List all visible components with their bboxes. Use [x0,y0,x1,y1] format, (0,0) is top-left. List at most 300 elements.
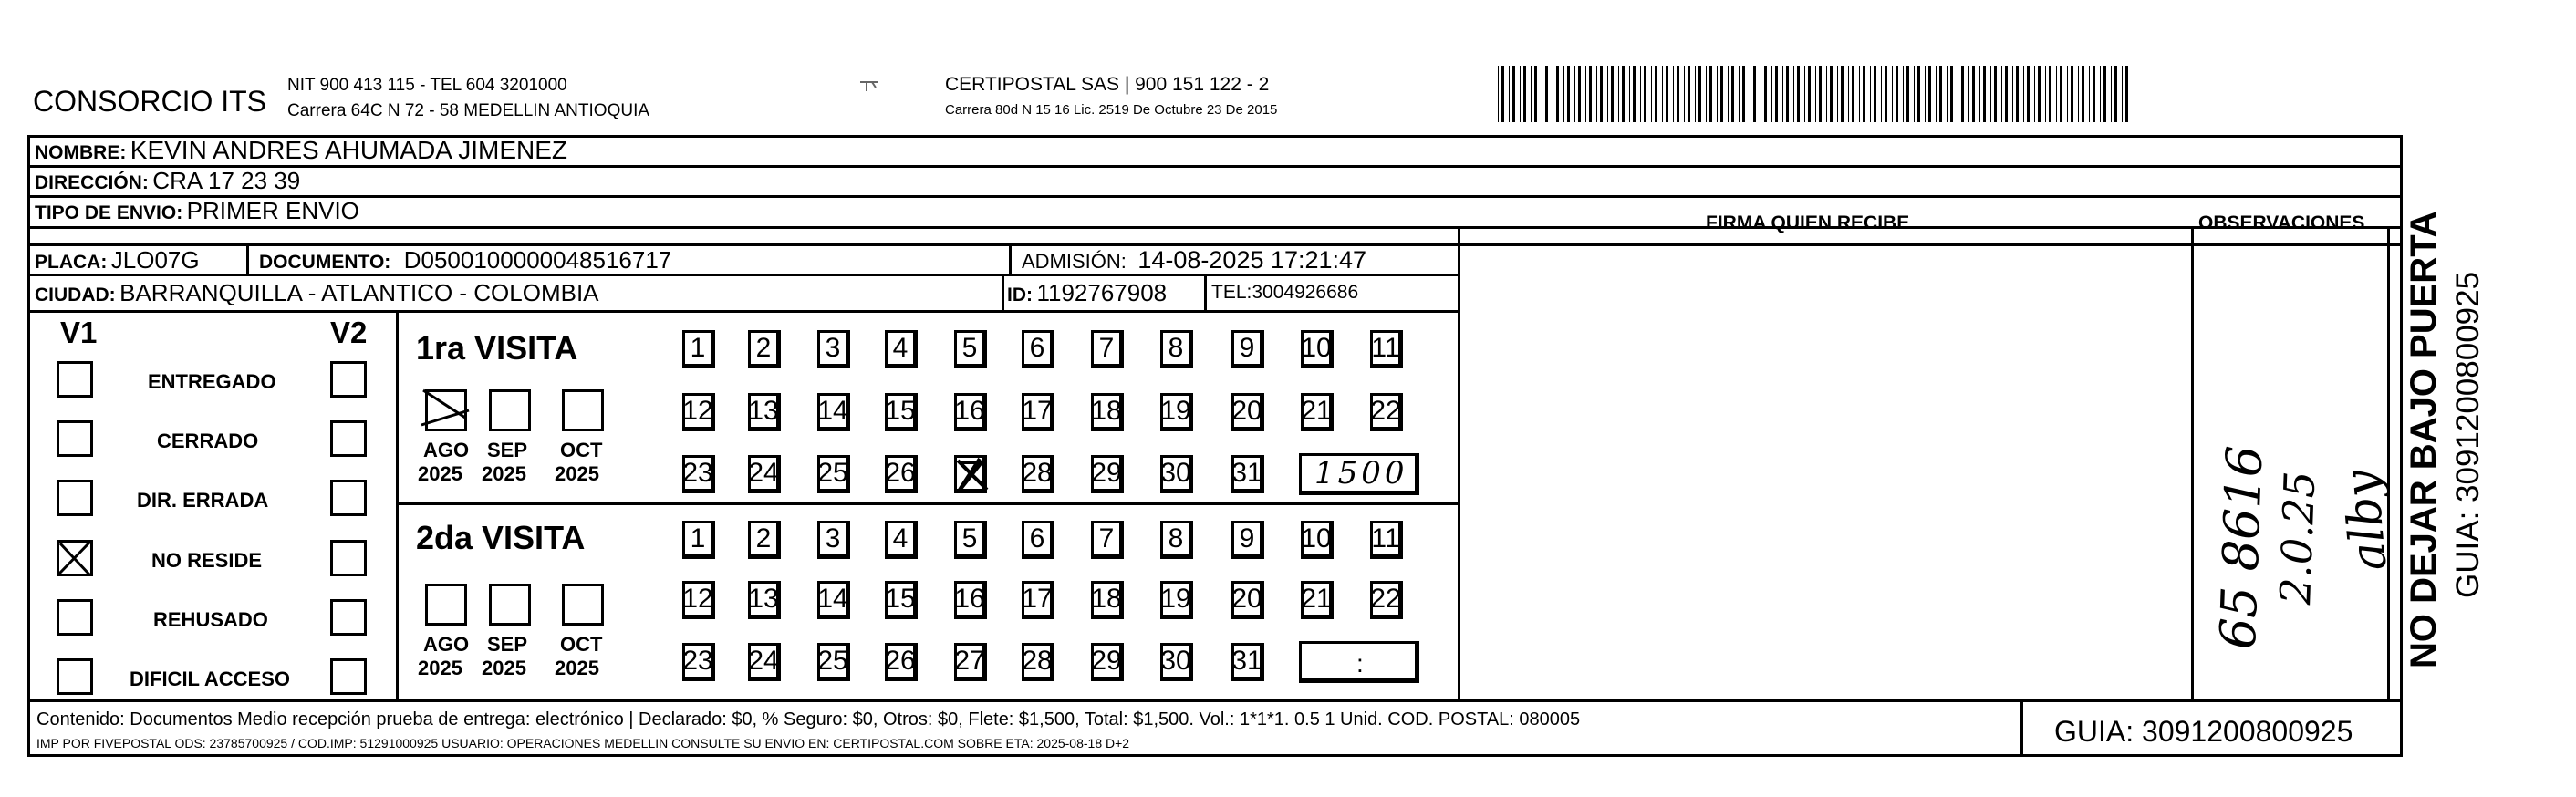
month-label: SEP [487,633,528,656]
day-box[interactable] [748,330,781,368]
barcode-bar [1764,66,1767,122]
day-box[interactable] [954,581,987,619]
handwriting-line-2: 2.0.25 [2270,470,2325,606]
v2-checkbox[interactable] [330,361,367,398]
row-divider [1458,243,2403,246]
barcode-bar [2071,66,2073,122]
barcode-bar [1695,66,1696,122]
month-checkbox[interactable] [562,584,604,626]
day-box[interactable] [1022,455,1054,493]
barcode-bar [2027,66,2030,122]
barcode-bar [1563,66,1564,122]
col-divider [1204,274,1207,310]
side-guia: GUIA: 3091200800925 [2450,271,2486,598]
barcode-bar [1852,66,1854,122]
barcode-bar [1961,66,1964,122]
placa-label: PLACA: [35,252,108,273]
month-checkbox[interactable] [489,584,531,626]
day-box[interactable] [1231,455,1264,493]
barcode-bar [1622,66,1625,122]
col-divider [1458,226,1460,700]
day-box[interactable] [1301,393,1334,431]
day-box[interactable] [1231,643,1264,681]
day-number: 24 [748,646,779,676]
barcode-bar [2111,66,2112,122]
barcode-bar [2114,66,2117,122]
barcode-bar [1863,66,1865,122]
barcode-bar [2125,66,2128,122]
day-box[interactable] [1370,581,1403,619]
barcode-bar [1947,66,1948,122]
day-box[interactable] [885,521,918,559]
barcode-bar [1874,66,1876,122]
barcode-bar [1742,66,1745,122]
day-box[interactable] [1160,521,1193,559]
day-box[interactable] [817,643,850,681]
second-visit-time: : [1356,649,1364,678]
v1-checkbox[interactable] [57,480,93,516]
barcode-bar [1655,66,1657,122]
barcode-bar [1684,66,1685,122]
second-visit-title: 2da VISITA [416,519,586,556]
day-number: 5 [961,333,978,363]
barcode-bar [1731,66,1734,122]
day-number: 21 [1301,396,1332,426]
day-box[interactable] [954,521,987,559]
barcode-bar [1651,66,1652,122]
id-value: 1192767908 [1036,279,1168,306]
col-divider [1002,274,1004,310]
barcode-bar [1786,66,1789,122]
observaciones-header: OBSERVACIONES [2198,212,2365,233]
day-number: 11 [1371,333,1400,363]
day-box[interactable] [748,393,781,431]
month-label: OCT [560,633,603,656]
v1-header: V1 [60,316,98,349]
day-number: 10 [1301,333,1332,363]
day-number: 3 [825,523,841,554]
check-mark-icon [418,383,473,432]
day-box[interactable] [1091,330,1124,368]
barcode-bar [1618,66,1619,122]
day-box[interactable] [885,330,918,368]
day-box[interactable] [1301,521,1334,559]
day-number: 16 [954,396,985,426]
day-box[interactable] [1091,393,1124,431]
barcode-bar [1739,66,1740,122]
month-checkbox[interactable] [425,584,467,626]
barcode-bar [1753,66,1756,122]
day-number: 29 [1091,458,1122,488]
day-number: 9 [1239,333,1255,363]
barcode-bar [1644,66,1646,122]
day-box[interactable] [1160,330,1193,368]
barcode-bar [1709,66,1712,122]
barcode-bar [1607,66,1608,122]
tel-label: TEL: [1211,282,1252,303]
barcode-bar [1936,66,1937,122]
company-nit: NIT 900 413 115 - TEL 604 3201000 [287,76,567,95]
company-name: CONSORCIO ITS [33,85,267,118]
barcode-bar [2049,66,2051,122]
day-box[interactable] [885,643,918,681]
barcode-bar [1896,66,1898,122]
barcode-bar [1600,66,1603,122]
day-number: 3 [825,333,841,363]
day-number: 22 [1370,584,1401,614]
barcode-bar [1512,66,1515,122]
day-number: 19 [1160,584,1191,614]
barcode-bar [1556,66,1559,122]
barcode-bar [2005,66,2008,122]
day-box[interactable] [885,393,918,431]
barcode-bar [1589,66,1592,122]
day-number: 26 [885,458,916,488]
month-label: SEP [487,439,528,461]
year-label: 2025 [555,657,599,679]
day-number: 10 [1301,523,1332,554]
day-box[interactable] [1022,521,1054,559]
crossed-day-27-icon [954,453,991,495]
footer-guia: GUIA: 3091200800925 [2054,715,2353,748]
day-number: 20 [1231,396,1262,426]
barcode-bar [2093,66,2095,122]
day-box[interactable] [1022,330,1054,368]
barcode-bar [1775,66,1778,122]
day-number: 7 [1098,523,1115,554]
observaciones-handwriting [2207,301,2398,684]
barcode-bar [2034,66,2035,122]
day-number: 1 [690,523,706,554]
barcode-bar [1859,66,1860,122]
ciudad-label: CIUDAD: [35,285,116,305]
day-box[interactable] [954,393,987,431]
barcode-bar [1523,66,1526,122]
barcode-bar [2023,66,2024,122]
day-number: 4 [892,333,909,363]
day-number: 19 [1160,396,1191,426]
barcode-bar [1520,66,1521,122]
day-number: 29 [1091,646,1122,676]
day-box[interactable] [817,581,850,619]
barcode-bar [1928,66,1931,122]
day-box[interactable] [817,330,850,368]
barcode-bar [1698,66,1701,122]
tipo-label: TIPO DE ENVIO: [35,202,183,223]
admision-label: ADMISIÓN: [1022,250,1127,273]
day-box[interactable] [748,521,781,559]
barcode-bar [1830,66,1833,122]
status-label: NO RESIDE [151,549,263,572]
day-number: 7 [1098,333,1115,363]
check-mark-icon [57,540,93,576]
year-label: 2025 [418,462,462,485]
v2-checkbox[interactable] [330,480,367,516]
barcode-bar [1914,66,1915,122]
v1-checkbox[interactable] [57,361,93,398]
month-label: OCT [560,439,603,461]
day-number: 17 [1022,584,1053,614]
day-number: 4 [892,523,909,554]
barcode-bar [1596,66,1597,122]
barcode-bar [2016,66,2019,122]
barcode-bar [1531,66,1532,122]
v1-checkbox[interactable] [57,420,93,457]
barcode-bar [1906,66,1909,122]
barcode-bar [1771,66,1772,122]
id-cell [1007,281,1167,305]
day-number: 30 [1160,646,1191,676]
barcode-bar [1793,66,1794,122]
day-box[interactable] [817,393,850,431]
barcode-bar [2001,66,2002,122]
barcode-bar [1819,66,1822,122]
barcode-bar [2045,66,2046,122]
barcode-bar [1498,66,1499,122]
day-number: 22 [1370,396,1401,426]
col-divider [396,310,399,700]
barcode-bar [2078,66,2079,122]
day-box[interactable] [1160,455,1193,493]
status-label: DIR. ERRADA [137,489,269,512]
v2-checkbox[interactable] [330,540,367,576]
day-box[interactable] [682,521,715,559]
day-number: 27 [954,646,985,676]
day-box[interactable] [954,330,987,368]
day-number: 20 [1231,584,1262,614]
barcode-bar [1804,66,1805,122]
barcode-bar [1585,66,1586,122]
barcode-bar [1611,66,1614,122]
day-box[interactable] [885,581,918,619]
day-box[interactable] [1370,330,1403,368]
first-visit-time: 1500 [1314,455,1408,492]
barcode-bar [1939,66,1942,122]
row-divider [27,165,2403,168]
barcode-bar [2122,66,2123,122]
barcode-bar [1509,66,1510,122]
handwriting-line-3: alby [2334,468,2398,574]
barcode-bar [1545,66,1548,122]
day-number: 15 [885,396,916,426]
id-label: ID: [1007,285,1033,305]
barcode-bar [1720,66,1723,122]
day-box[interactable] [682,643,715,681]
barcode-bar [2038,66,2041,122]
day-box[interactable] [1091,455,1124,493]
day-box[interactable] [682,393,715,431]
year-label: 2025 [418,657,462,679]
day-box[interactable] [1370,521,1403,559]
day-number: 6 [1029,333,1045,363]
barcode-bar [1972,66,1975,122]
day-box[interactable] [682,581,715,619]
admision-value: 14-08-2025 17:21:47 [1137,246,1367,274]
documento-value: D0500100000048516717 [403,246,672,274]
status-label: CERRADO [157,430,259,452]
day-number: 16 [954,584,985,614]
barcode-bar [1574,66,1575,122]
barcode-bar [1979,66,1980,122]
barcode-bar [1782,66,1783,122]
day-box[interactable] [885,455,918,493]
admision-cell [1022,248,1366,273]
tipo-row [35,199,359,223]
status-label: REHUSADO [153,608,268,631]
day-number: 28 [1022,646,1053,676]
day-number: 31 [1231,646,1262,676]
day-number: 26 [885,646,916,676]
day-number: 24 [748,458,779,488]
row-divider [27,226,2403,229]
day-box[interactable] [1301,581,1334,619]
barcode-bar [1640,66,1641,122]
day-box[interactable] [1160,393,1193,431]
day-box[interactable] [1160,643,1193,681]
v1-checkbox[interactable] [57,599,93,636]
barcode-graphic [1496,66,2135,122]
day-box[interactable] [1160,581,1193,619]
row-divider [396,502,1458,505]
day-box[interactable] [817,455,850,493]
day-box[interactable] [1231,521,1264,559]
nombre-label: NOMBRE: [35,142,127,163]
direccion-row [35,169,300,192]
carrier-name: CERTIPOSTAL SAS | 900 151 122 - 2 [945,74,1270,95]
month-label: AGO [423,439,470,461]
day-number: 8 [1168,333,1184,363]
nombre-value: KEVIN ANDRES AHUMADA JIMENEZ [130,136,567,164]
day-number: 25 [817,458,848,488]
day-box[interactable] [1091,643,1124,681]
day-number: 12 [682,396,713,426]
barcode-bar [1717,66,1718,122]
year-label: 2025 [482,657,526,679]
day-number: 8 [1168,523,1184,554]
day-box[interactable] [1022,581,1054,619]
barcode-bar [1797,66,1800,122]
barcode-bar [1870,66,1871,122]
day-number: 17 [1022,396,1053,426]
first-visit-time-box[interactable] [1299,453,1419,495]
barcode-bar [1885,66,1887,122]
day-number: 18 [1091,396,1122,426]
day-box[interactable] [1231,330,1264,368]
barcode-bar [1666,66,1668,122]
v2-checkbox[interactable] [330,420,367,457]
barcode-bar [1688,66,1690,122]
barcode-bar [1633,66,1636,122]
barcode-bar [1662,66,1663,122]
day-box[interactable] [1022,643,1054,681]
direccion-label: DIRECCIÓN: [35,172,149,193]
barcode-bar [1994,66,1997,122]
barcode-bar [1881,66,1882,122]
day-box[interactable] [817,521,850,559]
barcode-bar [1501,66,1504,122]
barcode-bar [2012,66,2013,122]
status-label: DIFICIL ACCESO [130,668,291,690]
month-checkbox[interactable] [562,389,604,431]
day-box[interactable] [954,643,987,681]
v2-checkbox[interactable] [330,658,367,695]
footer-contenido: Contenido: Documentos Medio recepción prueba de entrega: electrónico | Declarado: $0, % Seguro: $0, Otros: $0, Flete: $1,500, Total: $1,500. Vol.: 1*1*1. 0.5 1 Unid. COD. POSTAL: 080005 [36,709,1581,730]
month-checkbox[interactable] [489,389,531,431]
no-dejar-bajo-puerta: NO DEJAR BAJO PUERTA [2404,211,2444,668]
col-divider [2191,226,2194,700]
barcode-bar [2082,66,2084,122]
second-visit-time-box[interactable] [1299,641,1419,683]
barcode-bar [1848,66,1849,122]
day-number: 28 [1022,458,1053,488]
day-box[interactable] [1091,521,1124,559]
barcode-bar [2067,66,2068,122]
barcode-bar [1892,66,1893,122]
day-number: 2 [755,523,772,554]
v2-checkbox[interactable] [330,599,367,636]
barcode-bar [1950,66,1953,122]
barcode-bar [1706,66,1707,122]
barcode-bar [1673,66,1674,122]
day-number: 21 [1301,584,1332,614]
barcode-bar [1968,66,1969,122]
tipo-value: PRIMER ENVIO [186,197,359,224]
day-box[interactable] [682,330,715,368]
v1-checkbox[interactable] [57,658,93,695]
month-label: AGO [423,633,470,656]
day-box[interactable] [1301,330,1334,368]
direccion-value: CRA 17 23 39 [152,167,301,194]
barcode-bar [2103,66,2106,122]
barcode-bar [1983,66,1986,122]
ciudad-cell [35,281,599,305]
documento-cell [259,248,671,272]
day-box[interactable] [748,455,781,493]
day-number: 14 [817,584,848,614]
day-number: 9 [1239,523,1255,554]
day-box[interactable] [1231,393,1264,431]
barcode-bar [2060,66,2062,122]
day-box[interactable] [1231,581,1264,619]
barcode-bar [1841,66,1844,122]
col-divider [1009,243,1012,274]
barcode-bar [1728,66,1729,122]
col-divider [2387,226,2390,700]
day-number: 12 [682,584,713,614]
day-box[interactable] [1091,581,1124,619]
footer-imp: IMP POR FIVEPOSTAL ODS: 23785700925 / COD.IMP: 51291000925 USUARIO: OPERACIONES MEDELLIN CONSULTE SU ENVIO EN: CERTIPOSTAL.COM SOBRE ETA: 2025-08-18 D+2 [36,736,1130,750]
barcode-bar [1808,66,1811,122]
day-box[interactable] [748,643,781,681]
barcode-bar [1925,66,1926,122]
status-label: ENTREGADO [148,370,276,393]
tel-cell [1211,283,1358,302]
day-number: 1 [690,333,706,363]
day-box[interactable] [682,455,715,493]
company-address: Carrera 64C N 72 - 58 MEDELLIN ANTIOQUIA [287,101,650,120]
day-box[interactable] [1022,393,1054,431]
day-box[interactable] [748,581,781,619]
day-number: 13 [748,396,779,426]
barcode-bar [1629,66,1630,122]
day-box[interactable] [1370,393,1403,431]
barcode-bar [1534,66,1537,122]
barcode-bar [1837,66,1838,122]
barcode-bar [1990,66,1991,122]
year-label: 2025 [555,462,599,485]
barcode-bar [1677,66,1679,122]
year-label: 2025 [482,462,526,485]
